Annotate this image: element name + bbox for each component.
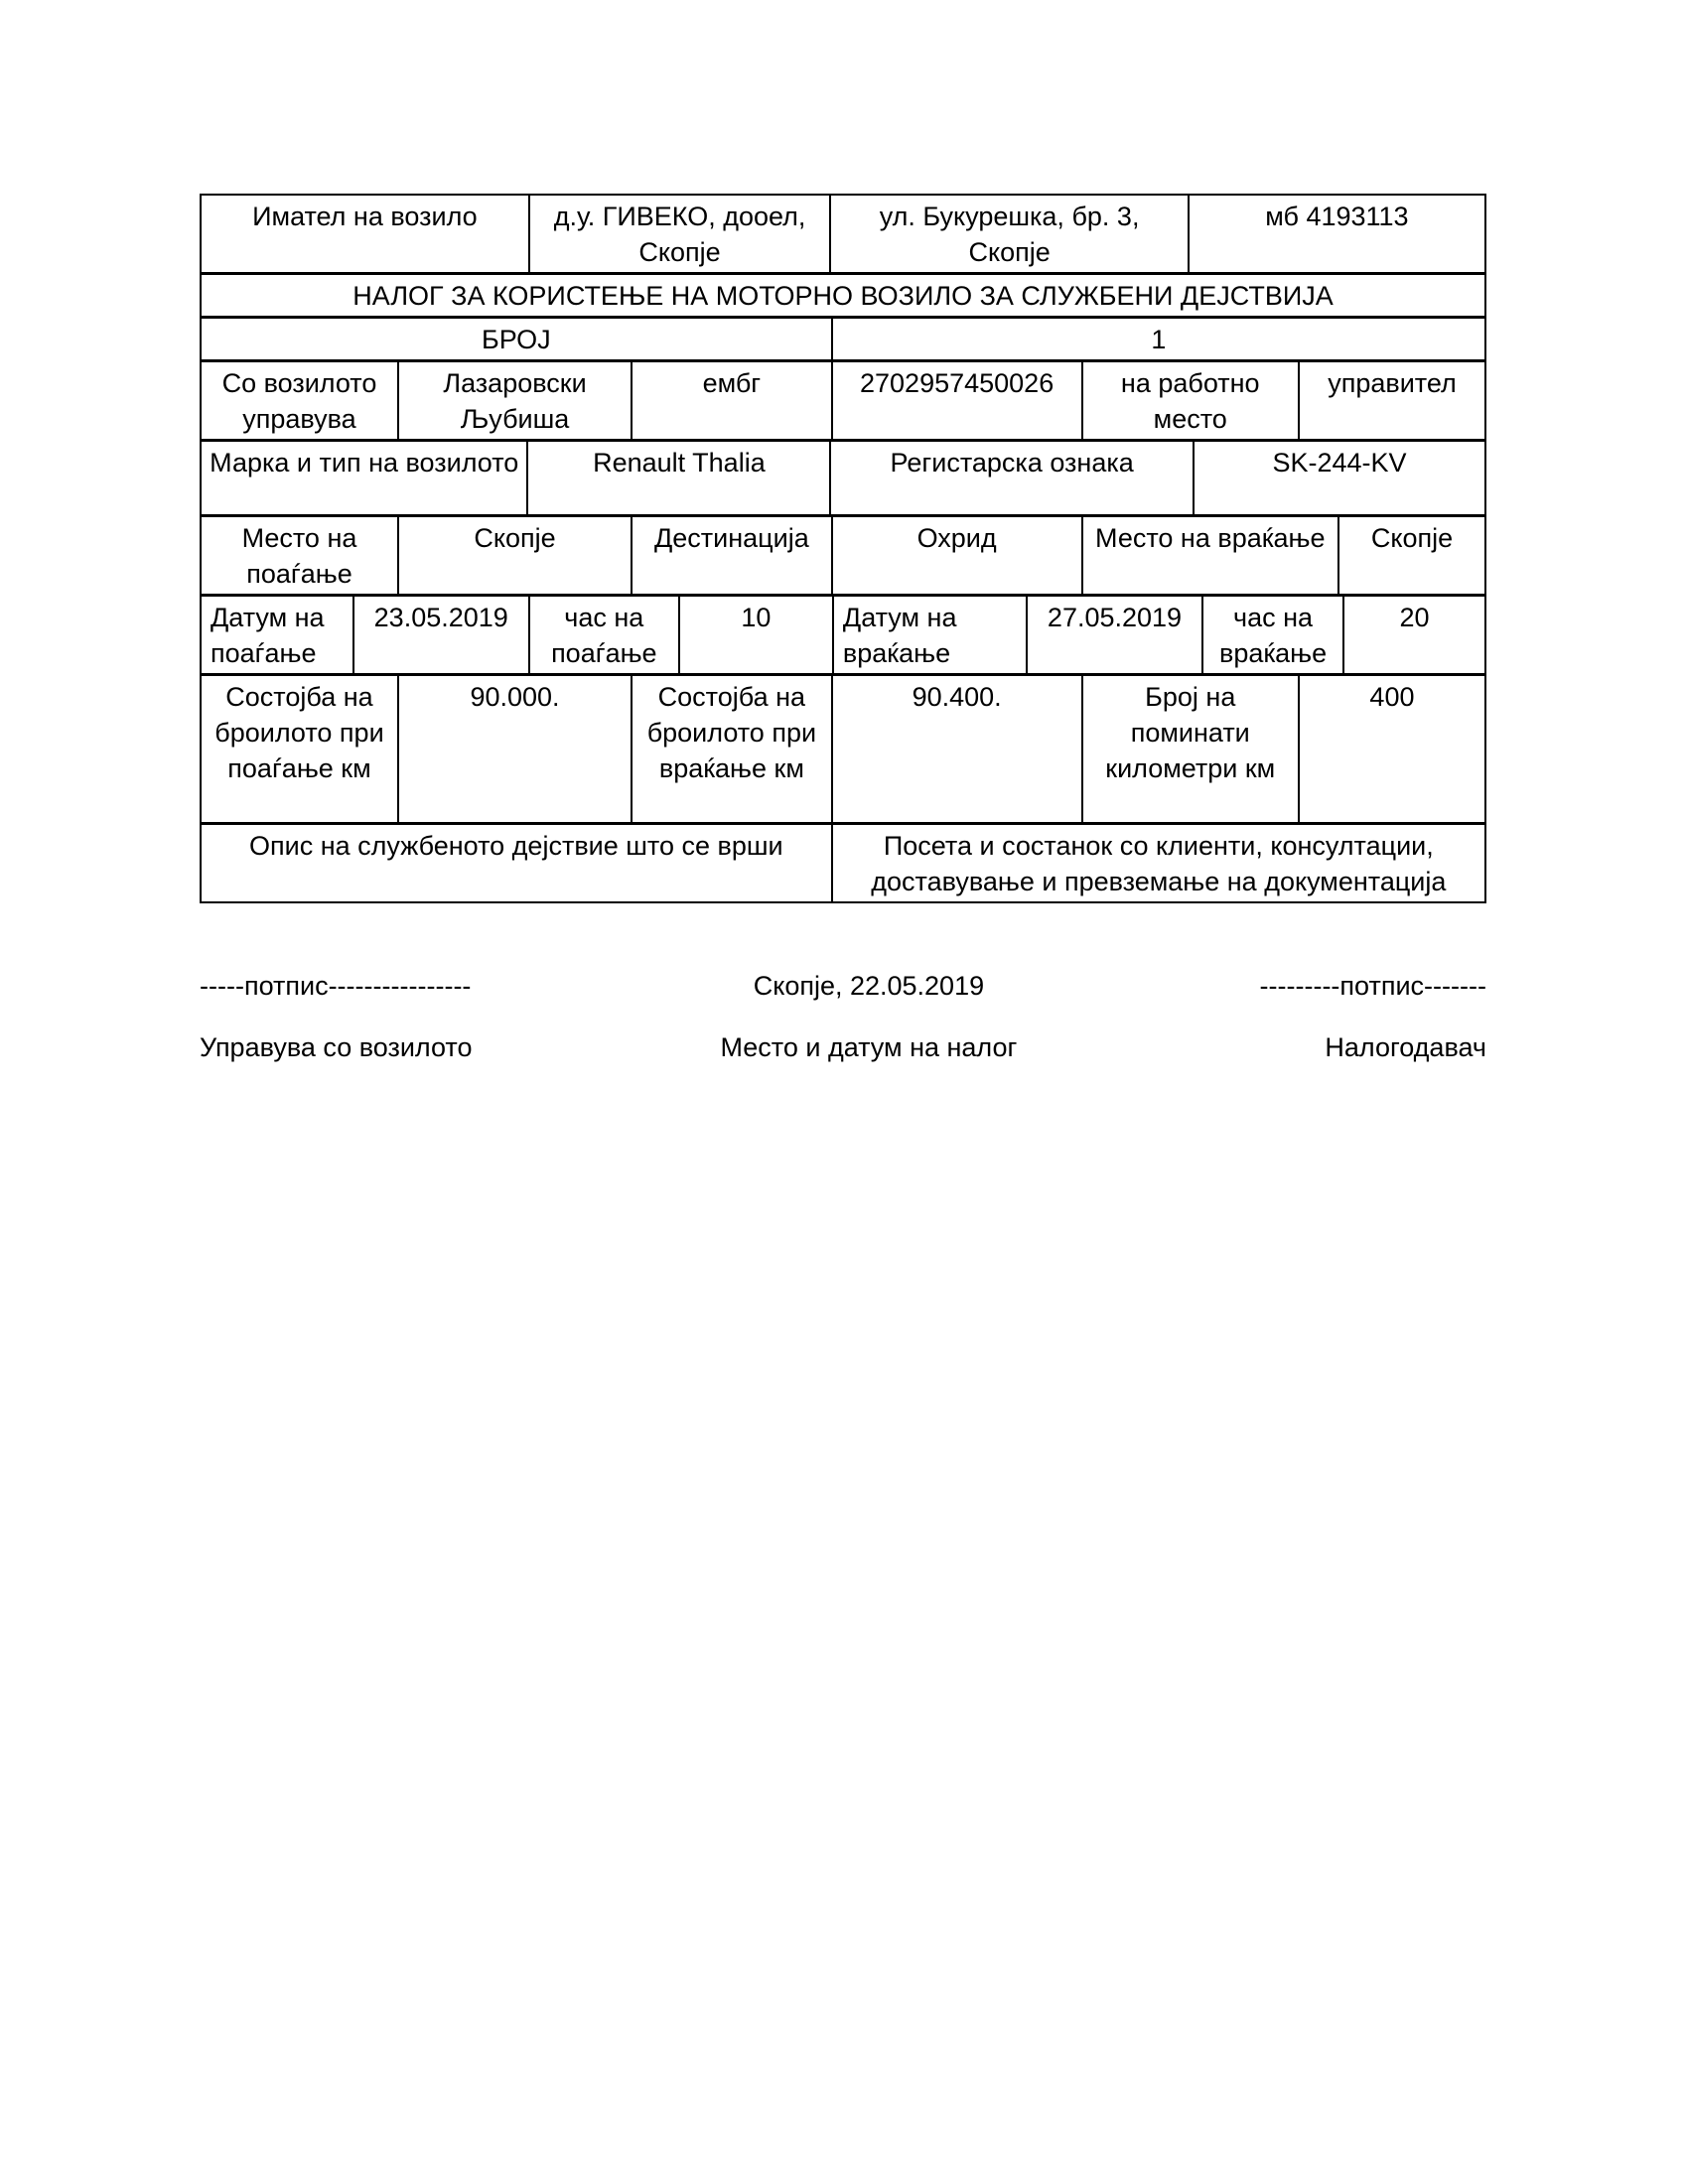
embg-label-cell: ембг	[633, 362, 833, 439]
position-label-cell: на работно место	[1083, 362, 1300, 439]
departure-date-label-cell: Датум на поаѓање	[202, 597, 354, 673]
purpose-value-cell: Посета и состанок со клиенти, консултации, доставување и превземање на документација	[871, 831, 1447, 896]
signature-label-issuer: Налогодавач	[1325, 1032, 1486, 1062]
driver-row	[202, 359, 1484, 439]
signature-line-driver: -----потпис----------------	[200, 971, 472, 1001]
vehicle-row	[202, 439, 1484, 514]
return-date-label-cell: Датум на враќање	[834, 597, 1028, 673]
times-row	[202, 594, 1484, 673]
departure-hour-cell: 10	[680, 597, 834, 673]
title-row	[202, 272, 1484, 316]
departure-hour-label-cell: час на поаѓање	[530, 597, 680, 673]
odometer-start-cell: 90.000.	[399, 676, 633, 822]
purpose-label-cell: Опис на службеното дејствие што се врши	[202, 825, 833, 901]
purpose-row	[202, 822, 1484, 901]
destination-cell: Охрид	[833, 517, 1083, 594]
vehicle-label-cell: Марка и тип на возилото	[202, 442, 528, 514]
vehicle-model-cell: Renault Thalia	[528, 442, 831, 514]
departure-date-cell: 23.05.2019	[354, 597, 530, 673]
distance-cell: 400	[1369, 682, 1415, 712]
signature-label-driver: Управува со возилото	[200, 1032, 473, 1062]
destination-label-cell: Дестинација	[633, 517, 833, 594]
vehicle-order-form-table	[200, 194, 1486, 903]
distance-label-cell: Број на поминати километри км	[1083, 676, 1300, 822]
signature-block	[200, 968, 1486, 1065]
driver-name-cell: Лазаровски Љубиша	[399, 362, 633, 439]
owner-row	[202, 196, 1484, 272]
odometer-start-label-cell: Состојба на броилото при поаѓање км	[202, 676, 399, 822]
place-date-value: Скопје, 22.05.2019	[753, 971, 985, 1001]
return-place-cell: Скопје	[1370, 523, 1454, 553]
position-value-cell: управител	[1328, 368, 1457, 398]
return-date-cell: 27.05.2019	[1028, 597, 1203, 673]
number-label-cell: БРОЈ	[202, 319, 833, 359]
driver-label-cell: Со возилото управува	[202, 362, 399, 439]
plate-label-cell: Регистарска ознака	[831, 442, 1195, 514]
number-row	[202, 316, 1484, 359]
signature-lines-row	[200, 968, 1486, 1004]
place-date-label: Место и датум на налог	[720, 1032, 1018, 1062]
owner-company-cell: д.у. ГИВЕКО, дооел, Скопје	[530, 196, 832, 272]
odometer-end-cell: 90.400.	[833, 676, 1083, 822]
owner-address-cell: ул. Букурешка, бр. 3, Скопје	[831, 196, 1189, 272]
signature-line-issuer: ---------потпис-------	[1259, 971, 1486, 1001]
plate-value-cell: SK-244-KV	[1272, 448, 1407, 478]
return-hour-label-cell: час на враќање	[1203, 597, 1344, 673]
odometer-row	[202, 673, 1484, 822]
departure-place-label-cell: Место на поаѓање	[202, 517, 399, 594]
signature-labels-row	[200, 1029, 1486, 1065]
number-value-cell: 1	[1151, 325, 1167, 354]
owner-label-cell: Имател на возило	[202, 196, 530, 272]
return-hour-cell: 20	[1399, 603, 1430, 632]
form-title: НАЛОГ ЗА КОРИСТЕЊЕ НА МОТОРНО ВОЗИЛО ЗА СЛУЖБЕНИ ДЕЈСТВИЈА	[352, 281, 1334, 311]
route-row	[202, 514, 1484, 594]
departure-place-cell: Скопје	[399, 517, 633, 594]
embg-value-cell: 2702957450026	[833, 362, 1083, 439]
owner-id-cell: мб 4193113	[1265, 202, 1409, 231]
return-place-label-cell: Место на враќање	[1083, 517, 1339, 594]
odometer-end-label-cell: Состојба на броилото при враќање км	[633, 676, 833, 822]
